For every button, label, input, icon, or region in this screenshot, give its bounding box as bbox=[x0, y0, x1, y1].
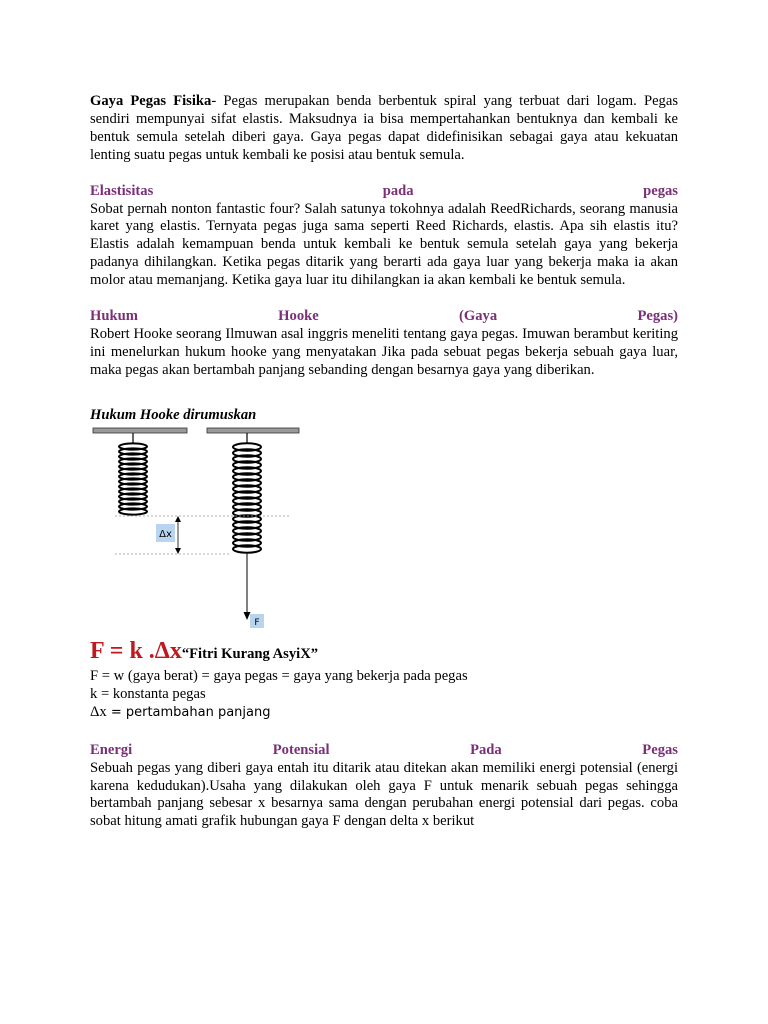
intro-text: - Pegas merupakan benda berbentuk spiral yang terbuat dari logam. Pegas sendiri mempunyai sifat elastis. Maksudnya ia bisa mempertahankan bentuknya dan kembali ke bentuk semula setelah diberi gaya. Gaya pegas dapat didefinisikan sebagai gaya atau kekuatan lenting suatu pegas untuk kembali ke posisi atau bentuk semula. bbox=[90, 93, 679, 163]
spring-coil bbox=[119, 508, 147, 514]
force-arrow-head bbox=[244, 612, 251, 620]
heading-elastisitas bbox=[90, 183, 678, 201]
elastisitas-paragraph: Sobat pernah nonton fantastic four? Salah satunya tokohnya adalah ReedRichards, seorang manusia karet yang elastis. Ternyata pegas juga sama seperti Reed Richards, elastis. Apa sih elastis itu? Elastis adalah kemampuan benda untuk kembali ke bentuk semula setelah gaya yang bekerja padanya dihilangkan. Ketika pegas ditarik yang berarti ada gaya luar yang bekerja maka ia akan molor atau memanjang. Ketika gaya luar itu dihilangkan ia akan kembali ke bentuk semula. bbox=[90, 200, 678, 289]
heading-hooke bbox=[90, 308, 678, 326]
heading-word: Pegas) bbox=[637, 308, 678, 325]
ceiling-bar-left bbox=[93, 428, 187, 433]
heading-word: Potensial bbox=[272, 741, 330, 758]
hooke-paragraph: Robert Hooke seorang Ilmuwan asal inggris meneliti tentang gaya pegas. Imuwan berambut keriting ini menelurkan hukum hooke yang menyatakan Jika pada sebuat pegas bekerja sebuah gaya luar, maka pegas akan bertambah panjang sebanding dengan besarnya gaya yang diberikan. bbox=[90, 325, 678, 378]
heading-word: Pada bbox=[470, 741, 502, 758]
energi-paragraph: Sebuah pegas yang diberi gaya entah itu ditarik atau ditekan akan memiliki energi potensial (energi karena kedudukan).Usaha yang dilakukan oleh gaya F untuk menarik sebuah pegas sehingga bertambah panjang sebesar x besarnya sama dengan perubahan energi potensial dari pegas. coba sobat hitung amati grafik hubungan gaya F dengan delta x berikut bbox=[90, 759, 678, 830]
heading-word: Hooke bbox=[278, 308, 319, 325]
document-page bbox=[90, 93, 678, 831]
figure-subheading: Hukum Hooke dirumuskan bbox=[90, 406, 257, 423]
formula-quote: “Fitri Kurang AsyiX” bbox=[181, 645, 319, 662]
heading-word: Pegas bbox=[642, 741, 678, 758]
spring-figure bbox=[90, 426, 320, 636]
spring-diagram bbox=[90, 426, 320, 636]
intro-title: Gaya Pegas Fisika bbox=[90, 93, 212, 109]
definition-k: k = konstanta pegas bbox=[90, 685, 206, 702]
spring-right bbox=[233, 443, 261, 552]
delta-label: Δx bbox=[159, 528, 172, 540]
definition-f: F = w (gaya berat) = gaya pegas = gaya yang bekerja pada pegas bbox=[90, 667, 468, 684]
heading-word: Elastisitas bbox=[90, 182, 154, 199]
ceiling-bar-right bbox=[207, 428, 299, 433]
force-label: F bbox=[254, 617, 260, 628]
delta-arrow-head-down bbox=[175, 548, 181, 554]
heading-word: pegas bbox=[643, 182, 678, 199]
intro-paragraph bbox=[90, 93, 678, 165]
heading-energi bbox=[90, 742, 678, 760]
delta-symbol: Δx bbox=[90, 703, 107, 720]
heading-word: Energi bbox=[90, 741, 133, 758]
definition-delta bbox=[90, 703, 678, 722]
delta-definition: = pertambahan panjang bbox=[106, 704, 271, 720]
heading-word: (Gaya bbox=[459, 308, 498, 325]
delta-arrow-head-up bbox=[175, 516, 181, 522]
heading-word: pada bbox=[382, 182, 414, 199]
spring-left bbox=[119, 443, 147, 514]
formula-main: F = k .Δx bbox=[90, 637, 182, 664]
heading-word: Hukum bbox=[90, 308, 138, 325]
formula-line bbox=[90, 638, 678, 667]
